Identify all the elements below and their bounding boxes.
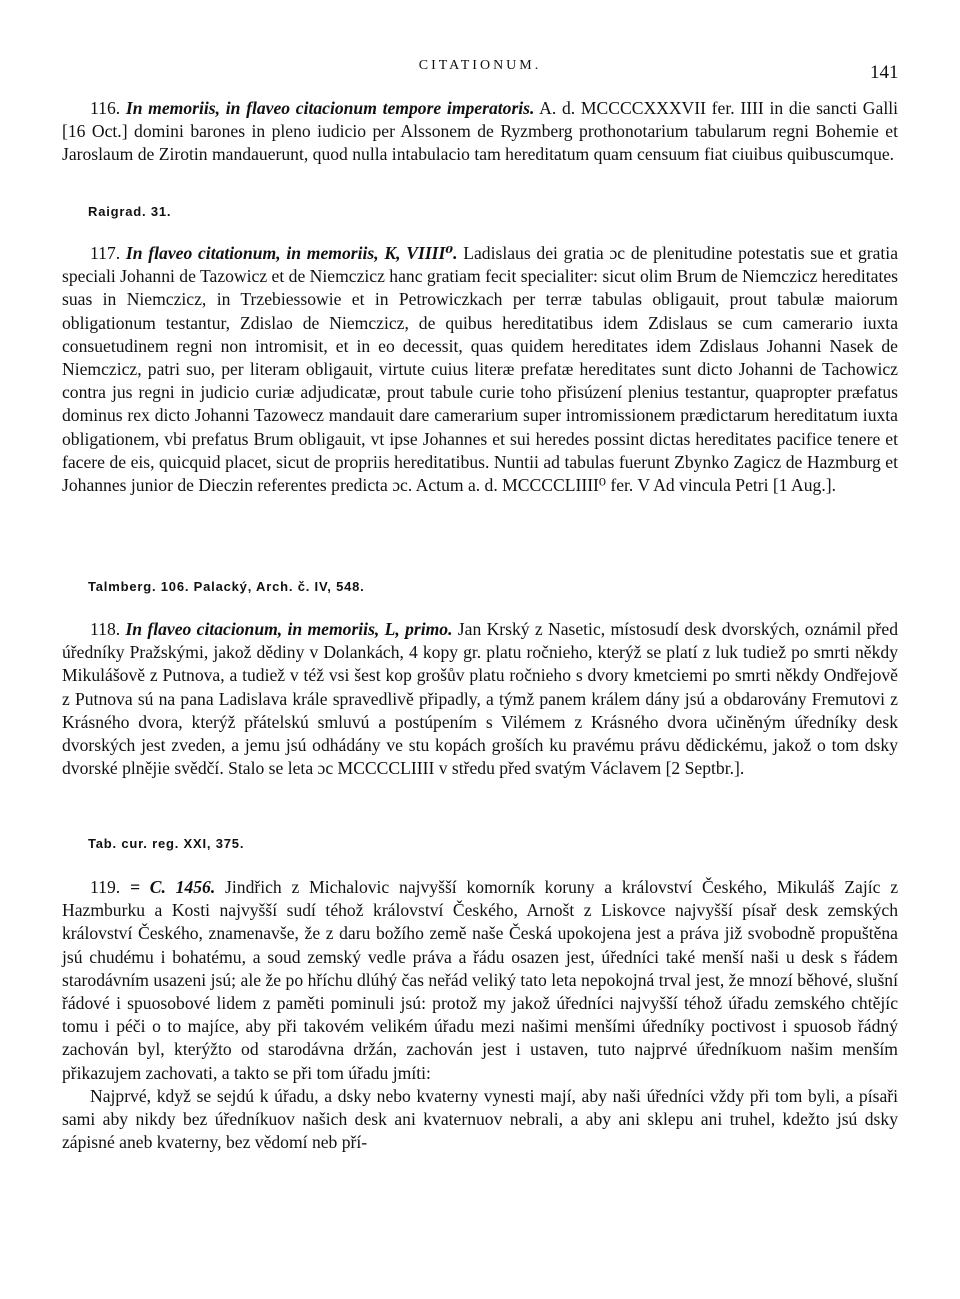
entry-body: Jindřich z Michalovic najvyšší komorník koruny a království Českého, Mikuláš Zajíc z Hazmburku a Kosti najvyšší sudí téhož království Českého, Arnošt z Liskovce najvyšší písař desk zemských království Českého, znamenavše, že z daru božího země naše Česká upokojena jest a práva již svobodně propuštěna jsú chudému i bohatému, a soud zemský vedle práva a řádu osazen jest, úředníci také menší naši u desk s řádem starodávním usazeni jsú; ale že po hříchu dlúhý čas neřád veliký tato leta nepokojná trval jest, že mnozí běhové, slušní řádové i spuosobové lidem z paměti pominuli jsú: protož my jakož úředníci najvyšší téhož úřadu zemského chtějíc tomu i péči o to majíce, aby při takovém velikém úřadu mezi našimi menšími úředníky poctivost i spuosob řádný zachován byl, kterýžto od starodávna držán, zachován jest i ustaven, tuto najprvé úředníkuom našim menším přikazujem zachovati, a takto se při tom úřadu jmíti: bbox=[62, 877, 899, 1083]
entry-source: Talmberg. 106. Palacký, Arch. č. IV, 548. bbox=[88, 579, 365, 594]
entry-text bbox=[62, 876, 898, 1085]
entry-119 bbox=[62, 876, 898, 1154]
running-title: CITATIONUM. bbox=[418, 58, 542, 73]
entry-text bbox=[62, 242, 898, 497]
entry-number: 118. bbox=[90, 619, 121, 639]
entry-heading: In flaveo citationum, in memoriis, K, VIIII⁰. bbox=[125, 243, 458, 263]
entry-number: 117. bbox=[90, 243, 121, 263]
entry-number: 116. bbox=[90, 98, 121, 118]
entry-116 bbox=[62, 97, 898, 167]
entry-continuation: Najprvé, když se sejdú k úřadu, a dsky nebo kvaterny vynesti mají, aby naši úředníci vždy při tom byli, a písaři sami aby nikdy bez úředníkuov našich desk ani kvaternuov nebrali, a aby ani sklepu ani truhel, kdežto jsú dsky zápisné aneb kvaterny, bez vědomí neb pří- bbox=[62, 1085, 898, 1153]
entry-117 bbox=[62, 242, 898, 497]
entry-heading: = C. 1456. bbox=[129, 877, 216, 897]
entry-118 bbox=[62, 618, 898, 780]
entry-heading: In memoriis, in flaveo citacionum tempore imperatoris. bbox=[125, 98, 535, 118]
entry-text bbox=[62, 618, 898, 780]
entry-number: 119. bbox=[90, 877, 121, 897]
entry-body: A. d. MCCCCXXXVII fer. IIII in die sancti Galli [16 Oct.] domini barones in pleno iudicio per Alssonem de Ryzmberg prothonotarium tabularum regni Bohemie et Jaroslaum de Zirotin mandauerunt, quod nulla intabulacio tam hereditatum quam censuum fiat ciuibus quibuscumque. bbox=[62, 98, 898, 165]
entry-text bbox=[62, 97, 898, 167]
page-number: 141 bbox=[870, 62, 899, 83]
entry-heading: In flaveo citacionum, in memoriis, L, primo. bbox=[125, 619, 453, 639]
entry-body: Jan Krský z Nasetic, místosudí desk dvorských, oznámil před úředníky Pražskými, jakož dědiny v Dolankách, 4 kopy gr. platu ročnieho, kterýž se platí z luk tudiež po smrti někdy Mikulášově z Putnova, a tudiež v též vsi šest kop grošův platu ročnieho s dvory kmetciemi po smrti někdy Ondřejově z Putnova sú na pana Ladislava krále spravedlivě připadly, a týmž panem králem dány jsú a obdarovány Fremutovi z Krásného dvora, kterýž přátelskú smluvú a postúpením s Vilémem z Krásného dvora učiněným úředníky desk dvorských jest zveden, a jemu jsú odhádány ve stu kopách groších ku pravému právu dědickému, jakož o tom dsky dvorské plnějie svědčí. Stalo se leta ɔc MCCCCLIIII v středu před svatým Václavem [2 Septbr.]. bbox=[62, 619, 898, 779]
entry-body: Ladislaus dei gratia ɔc de plenitudine potestatis sue et gratia speciali Johanni de Tazowicz et de Niemczicz hanc gratiam fecit specialiter: sicut olim Brum de Niemczicz hereditates suas in Niemczicz, in Trzebiessowie et in Petrowiczkach per terræ tabulas obligauit, prout tabulæ maiorum obligationum testantur, Zdislao de Niemczicz, de quibus hereditatibus idem Zdislaus se cum camerario iuxta consuetudinem regni non intromisit, et in eo decessit, quas quidem hereditates idem Zdislaus Johanni Nasek de Niemczicz, patri suo, per literam obligauit, virtute cuius literæ prefatæ hereditates sunt dicto Johanni de Tachowicz contra jus regni in judicio curiæ adjudicatæ, prout tabule curie toho přisúzení plenius testantur, quapropter præfatus dominus rex dicto Johanni Tazowecz mandauit dare camerarium super intromissionem prædictarum hereditatum iuxta obligationem, vbi prefatus Brum obligauit, vt ipse Johannes et sui heredes possint dictas hereditates pacifice tenere et facere de eis, quicquid placet, sicut de propriis hereditatibus. Nuntii ad tabulas fuerunt Zbynko Zagicz de Hazmburg et Johannes junior de Dieczin referentes predicta ɔc. Actum a. d. MCCCCLIIII⁰ fer. V Ad vincula Petri [1 Aug.]. bbox=[62, 243, 898, 496]
entry-source: Raigrad. 31. bbox=[88, 204, 172, 219]
entry-source: Tab. cur. reg. XXI, 375. bbox=[88, 836, 245, 851]
